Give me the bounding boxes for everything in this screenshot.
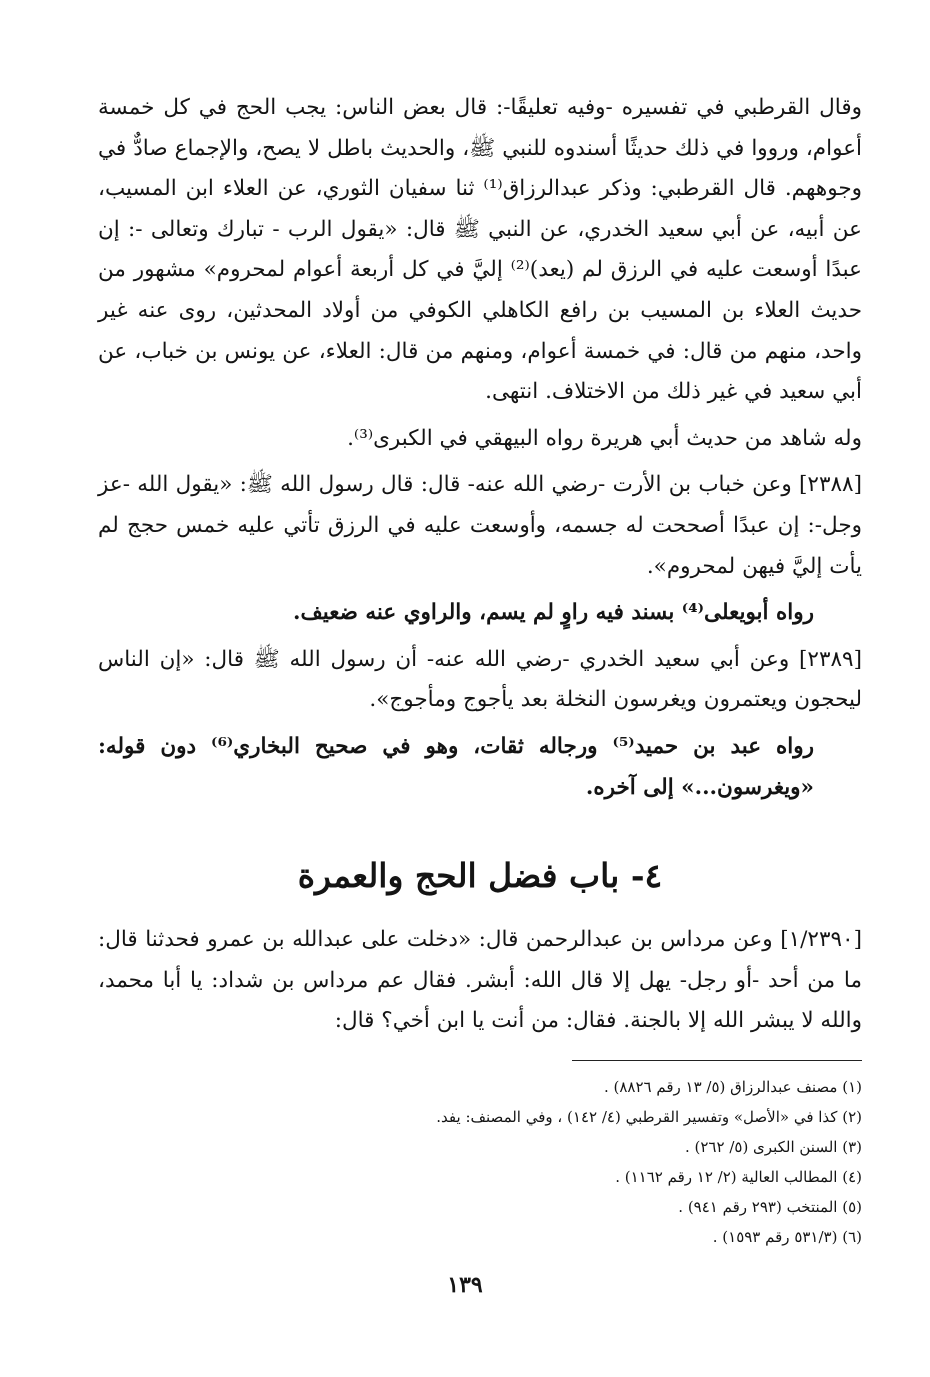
page-number: ١٣٩ [447, 1272, 483, 1298]
footnote-1: (١) مصنف عبدالرزاق (٥/ ١٣ رقم ٨٨٢٦) . [603, 1078, 862, 1096]
footnote-6: (٦) (٥٣١/٣ رقم ١٥٩٣) . [712, 1228, 862, 1246]
footnotes [98, 1072, 862, 1252]
paragraph-qurtubi: وقال القرطبي في تفسيره -وفيه تعليقًا-: قال بعض الناس: يجب الحج في كل خمسة أعوام، ورووا في ذلك حديثًا أسندوه للنبي ﷺ، والحديث باطل لا يصح، والإجماع صادٌّ في وجوههم. قال القرطبي: وذكر عبدالرزاق⁽¹⁾ ثنا سفيان الثوري، عن العلاء ابن المسيب، عن أبيه، عن أبي سعيد الخدري، عن النبي ﷺ قال: «يقول الرب - تبارك وتعالى -: إن عبدًا أوسعت عليه في الرزق لم (يعد)⁽²⁾ إليَّ في كل أربعة أعوام لمحروم» مشهور من حديث العلاء بن المسيب بن رافع الكاهلي الكوفي من أولاد المحدثين، روى عنه غير واحد، منهم من قال: في خمسة أعوام، ومنهم من قال: العلاء، عن يونس بن خباب، عن أبي سعيد في غير ذلك من الاختلاف. انتهى. [98, 95, 862, 405]
footnote-2: (٢) كذا في «الأصل» وتفسير القرطبي (٤/ ١٤٢) ، وفي المصنف: يفد. [436, 1108, 862, 1126]
chapter-heading: ٤- باب فضل الحج والعمرة [297, 856, 663, 896]
hadith-2389: [٢٣٨٩] وعن أبي سعيد الخدري -رضي الله عنه- أن رسول الله ﷺ قال: «إن الناس ليحجون ويعتمرون ويغرسون النخلة بعد يأجوج ومأجوج». [98, 646, 862, 713]
footnote-divider [572, 1060, 862, 1061]
paragraph-bayhaqi: وله شاهد من حديث أبي هريرة رواه البيهقي في الكبرى⁽³⁾. [347, 425, 862, 451]
footnote-3: (٣) السنن الكبرى (٥/ ٢٦٢) . [684, 1138, 862, 1156]
takhrij-abd-bin-humayd: رواه عبد بن حميد⁽⁵⁾ ورجاله ثقات، وهو في صحيح البخاري⁽⁶⁾ دون قوله: «ويغرسون...» إلى آخره. [98, 733, 815, 800]
hadith-2390: [١/٢٣٩٠] وعن مرداس بن عبدالرحمن قال: «دخلت على عبدالله بن عمرو فحدثنا قال: ما من أحد -أو رجل- يهل إلا قال الله: أبشر. فقال عم مرداس بن شداد: يا أبا محمد، والله لا يبشر الله إلا بالجنة. فقال: من أنت يا ابن أخي؟ قال: [98, 927, 862, 1034]
hadith-2388: [٢٣٨٨] وعن خباب بن الأرت -رضي الله عنه- قال: قال رسول الله ﷺ: «يقول الله -عز وجل-: إن عبدًا أصححت له جسمه، وأوسعت عليه في الرزق تأتي عليه خمس حجج لم يأت إليَّ فيهن لمحروم». [98, 472, 862, 579]
footnote-5: (٥) المنتخب (٢٩٣ رقم ٩٤١) . [678, 1198, 862, 1216]
main-text [98, 88, 862, 1042]
takhrij-abu-yala: رواه أبويعلى⁽⁴⁾ بسند فيه راوٍ لم يسم، والراوي عنه ضعيف. [293, 600, 814, 626]
footnote-4: (٤) المطالب العالية (٢/ ١٢ رقم ١١٦٢) . [615, 1168, 862, 1186]
